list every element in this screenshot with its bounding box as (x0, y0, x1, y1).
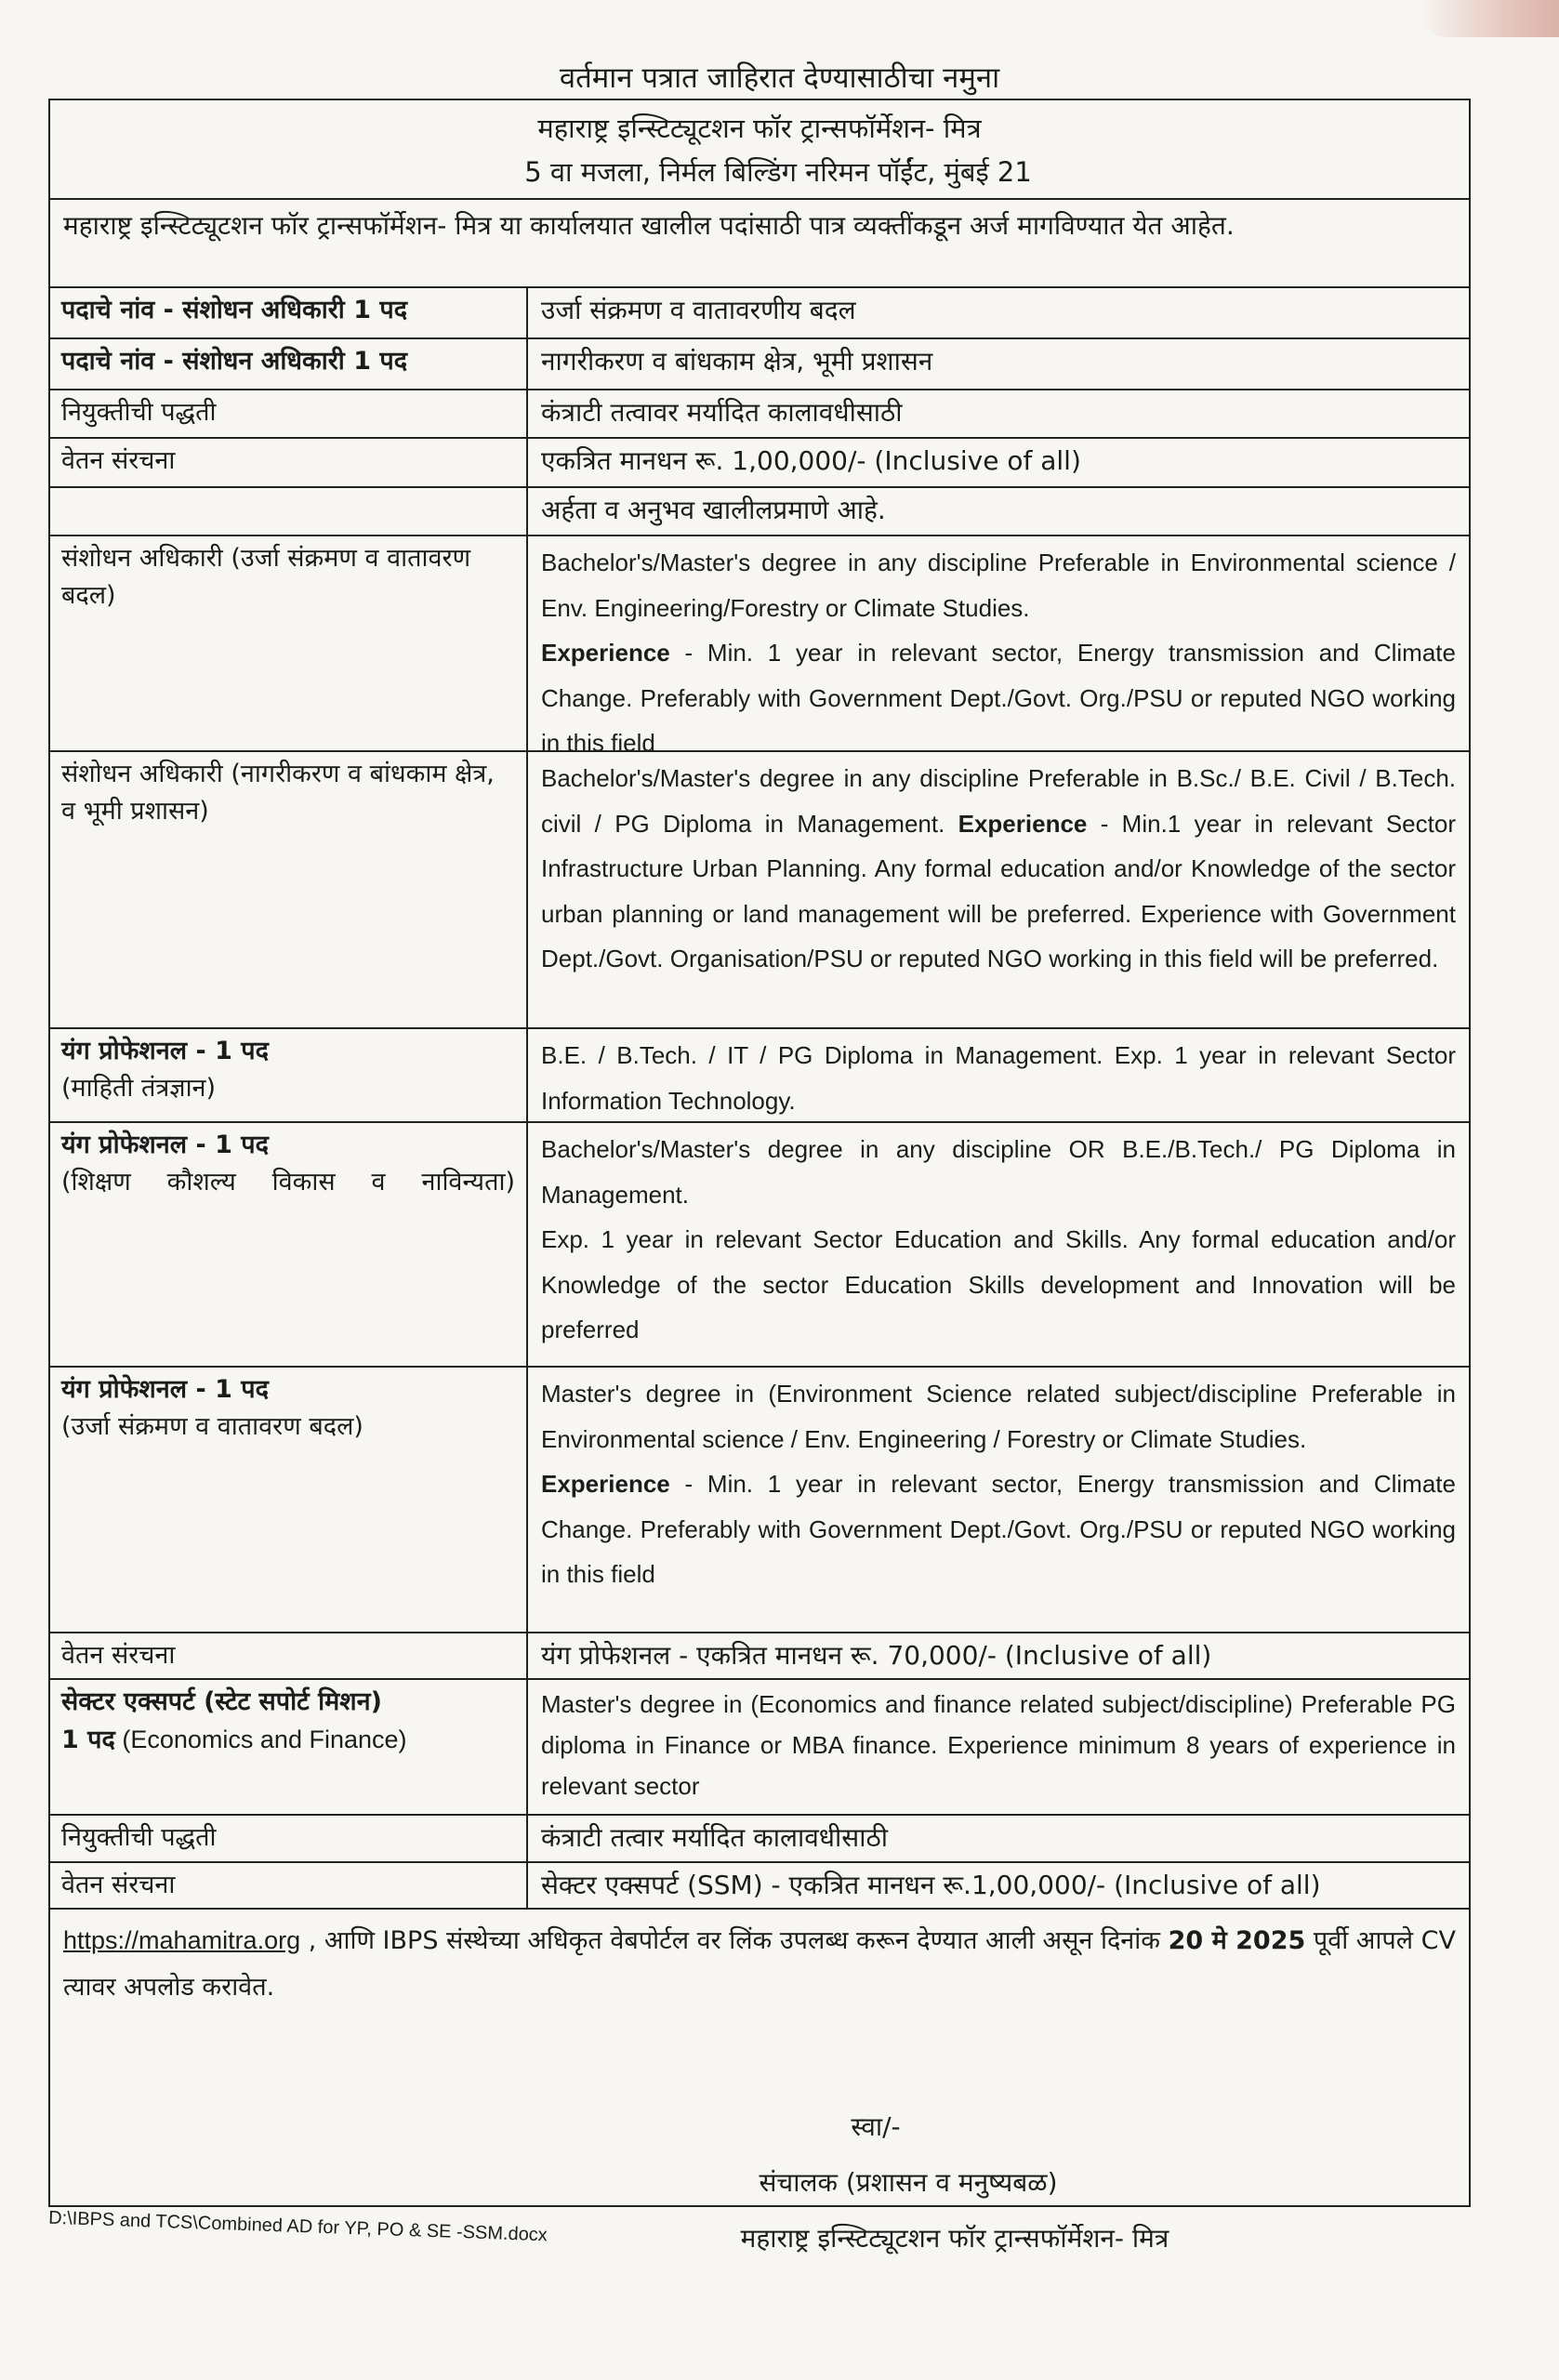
org-name: महाराष्ट्र इन्स्टिट्यूटशन फॉर ट्रान्सफॉर्मेशन- मित्र (537, 112, 982, 144)
table-row (50, 339, 1469, 390)
qualification-text (528, 1123, 1469, 1366)
org-header (50, 100, 1469, 200)
experience-text: - Min.1 year in relevant Sector Infrastructure Urban Planning. Any formal education and/or Knowledge of the sector urban planning or land management will be preferred. Experience with Government Dept./Govt. Organisation/PSU or reputed NGO working in this field will be preferred. (541, 809, 1456, 972)
table-row (50, 1368, 1469, 1633)
post-label-block (50, 1680, 528, 1814)
degree-text: Bachelor's/Master's degree in any discipline Preferable in Environmental science / Env. Engineering/Forestry or Climate Studies. (541, 549, 1456, 622)
table-row (50, 1029, 1469, 1123)
experience-text: - Min. 1 year in relevant sector, Energy transmission and Climate Change. Preferably with Government Dept./Govt. Org./PSU or reputed NGO working in this field (541, 639, 1456, 757)
experience-label: Experience (541, 1470, 670, 1498)
post-sub-label: (माहिती तंत्रज्ञान) (61, 1074, 217, 1103)
salary-label: वेतन संरचना (50, 1633, 528, 1678)
post-label: पदाचे नांव - संशोधन अधिकारी 1 पद (50, 339, 528, 389)
experience-label: Experience (958, 809, 1088, 838)
signature-block (47, 2099, 1469, 2267)
salary-value: सेक्टर एक्सपर्ट (SSM) - एकत्रित मानधन रू.1,00,000/- (Inclusive of all) (541, 1870, 1321, 1900)
post-value: उर्जा संक्रमण व वातावरणीय बदल (541, 295, 856, 325)
application-notice (50, 1910, 1469, 2018)
empty-label (50, 488, 528, 535)
table-row (50, 439, 1469, 488)
appointment-label: नियुक्तीची पद्धती (50, 390, 528, 437)
table-row (50, 288, 1469, 339)
post-label: संशोधन अधिकारी (नागरीकरण व बांधकाम क्षेत्र, व भूमी प्रशासन) (50, 752, 528, 1027)
experience-label: Experience (541, 639, 670, 667)
org-address: 5 वा मजला, निर्मल बिल्डिंग नरिमन पॉईंट, मुंबई 21 (524, 155, 1032, 188)
post-sub-label: (उर्जा संक्रमण व वातावरण बदल) (61, 1412, 363, 1441)
post-count: 1 पद (61, 1726, 115, 1754)
scan-smudge (1420, 0, 1559, 37)
qualification-text (528, 752, 1469, 1027)
post-sub-label: (शिक्षण कौशल्य विकास व नाविन्यता) (61, 1168, 515, 1197)
signatory-designation: संचालक (प्रशासन व मनुष्यबळ) (759, 2167, 1058, 2198)
signature-mark: स्वा/- (851, 2111, 901, 2142)
intro-text: महाराष्ट्र इन्स्टिट्यूटशन फॉर ट्रान्सफॉर्मेशन- मित्र या कार्यालयात खालील पदांसाठी पात्र व्यक्तींकडून अर्ज मागविण्यात येत आहेत. (50, 200, 1469, 288)
appointment-label: नियुक्तीची पद्धती (50, 1816, 528, 1861)
post-sub-label: (Economics and Finance) (114, 1726, 407, 1753)
post-label: यंग प्रोफेशनल - 1 पद (61, 1130, 269, 1159)
salary-value: एकत्रित मानधन रू. 1,00,000/- (Inclusive of all) (541, 445, 1081, 476)
deadline-date: 20 मे 2025 (1168, 1926, 1306, 1955)
notice-text-end: पूर्वी आपले CV त्यावर अपलोड करावेत. (63, 1926, 1456, 2002)
appointment-value: कंत्राटी तत्वावर मर्यादित कालावधीसाठी (541, 397, 903, 428)
degree-text: Master's degree in (Environment Science related subject/discipline Preferable in Environmental science / Env. Engineering / Forestry or Climate Studies. (541, 1380, 1456, 1453)
file-path-footer: D:\IBPS and TCS\Combined AD for YP, PO & SE -SSM.docx (47, 2207, 548, 2246)
post-value: नागरीकरण व बांधकाम क्षेत्र, भूमी प्रशासन (541, 346, 933, 377)
salary-label: वेतन संरचना (50, 439, 528, 486)
table-row (50, 1863, 1469, 1910)
degree-text: Bachelor's/Master's degree in any discipline Preferable in B.Sc./ B.E. Civil / B.Tech. civil / PG Diploma in Management. (541, 764, 1456, 838)
degree-text: Bachelor's/Master's degree in any discipline OR B.E./B.Tech./ PG Diploma in Management. (541, 1135, 1456, 1209)
website-link[interactable]: https://mahamitra.org (63, 1926, 301, 1954)
appointment-value: कंत्राटी तत्वार मर्यादित कालावधीसाठी (541, 1822, 888, 1853)
post-label-block (50, 1029, 528, 1121)
post-label: संशोधन अधिकारी (उर्जा संक्रमण व वातावरण बदल) (50, 536, 528, 750)
table-row (50, 1123, 1469, 1368)
experience-text: Exp. 1 year in relevant Sector Education and Skills. Any formal education and/or Knowledge of the sector Education Skills development and Innovation will be preferred (541, 1225, 1456, 1343)
qualification-text (528, 536, 1469, 757)
table-row (50, 752, 1469, 1029)
table-row (50, 1633, 1469, 1680)
table-row (50, 1816, 1469, 1863)
experience-text: - Min. 1 year in relevant sector, Energy transmission and Climate Change. Preferably with Government Dept./Govt. Org./PSU or reputed NGO working in this field (541, 1470, 1456, 1588)
page-title: वर्तमान पत्रात जाहिरात देण्यासाठीचा नमुना (559, 61, 1000, 95)
post-label: पदाचे नांव - संशोधन अधिकारी 1 पद (50, 288, 528, 337)
table-row (50, 536, 1469, 757)
table-row (50, 488, 1469, 536)
post-label-block (50, 1123, 528, 1366)
qualification-text (528, 1368, 1469, 1632)
post-label-block (50, 1368, 528, 1632)
table-row (50, 1680, 1469, 1816)
qualification-heading: अर्हता व अनुभव खालीलप्रमाणे आहे. (541, 495, 886, 525)
salary-label: वेतन संरचना (50, 1863, 528, 1908)
notice-text: , आणि IBPS संस्थेच्या अधिकृत वेबपोर्टल वर लिंक उपलब्ध करून देण्यात आली असून दिनांक (300, 1926, 1169, 1955)
post-label: यंग प्रोफेशनल - 1 पद (61, 1037, 269, 1065)
post-label: सेक्टर एक्सपर्ट (स्टेट सपोर्ट मिशन) (61, 1687, 382, 1716)
qualification-text: Master's degree in (Economics and finance related subject/discipline) Preferable PG diploma in Finance or MBA finance. Experience minimum 8 years of experience in relevant sector (541, 1690, 1456, 1800)
salary-value: यंग प्रोफेशनल - एकत्रित मानधन रू. 70,000/- (Inclusive of all) (541, 1640, 1212, 1671)
post-label: यंग प्रोफेशनल - 1 पद (61, 1375, 269, 1404)
table-row (50, 390, 1469, 439)
qualification-text: B.E. / B.Tech. / IT / PG Diploma in Management. Exp. 1 year in relevant Sector Information Technology. (541, 1041, 1456, 1115)
signatory-org: महाराष्ट्र इन्स्टिट्यूटशन फॉर ट्रान्सफॉर्मेशन- मित्र (740, 2223, 1169, 2254)
